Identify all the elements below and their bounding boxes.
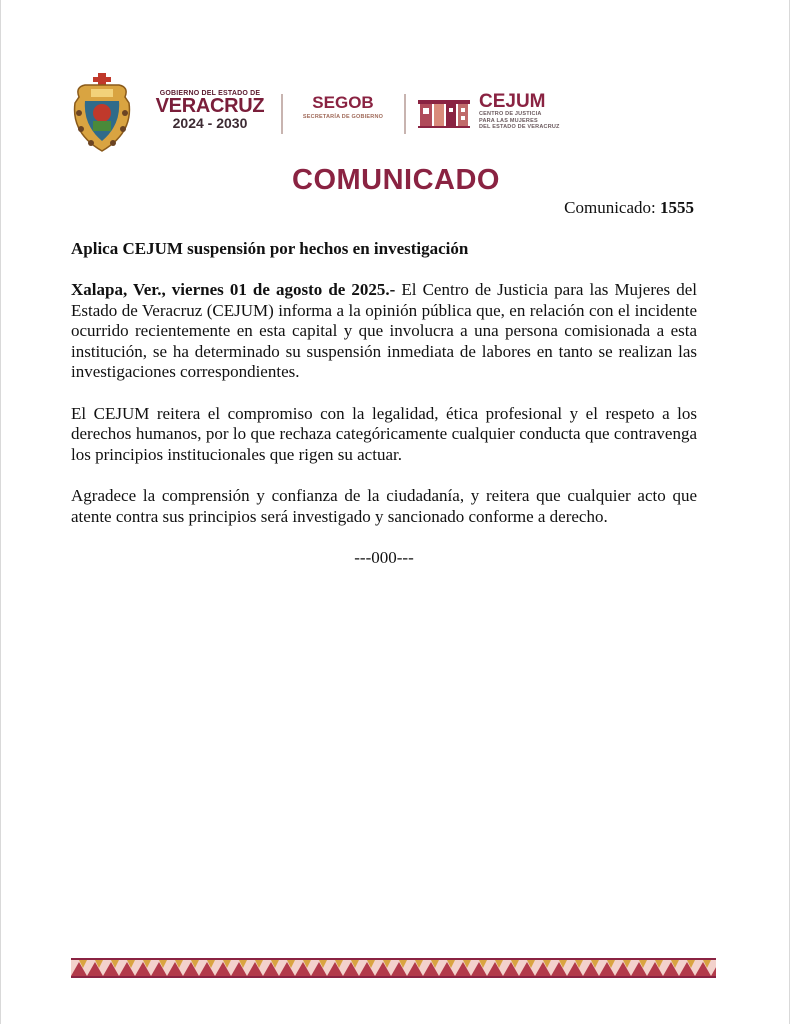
header-logos: [71, 70, 591, 154]
cejum-sub-line: DEL ESTADO DE VERACRUZ: [479, 124, 560, 130]
gov-top-text: GOBIERNO DEL ESTADO DE: [159, 90, 261, 97]
paragraph: [71, 280, 697, 383]
paragraph-text: Agradece la comprensión y confianza de la ciudadanía, y reitera que cualquier acto que atente contra sus principios será investigado y sancionado conforme a derecho.: [71, 486, 697, 526]
gov-years-text: 2024 - 2030: [172, 115, 248, 131]
paragraph-lead: Xalapa, Ver., viernes 01 de agosto de 2025.-: [71, 280, 396, 299]
document-title: COMUNICADO: [292, 164, 500, 196]
paragraph: [71, 404, 697, 466]
paragraph-text: El Centro de Justicia para las Mujeres del Estado de Veracruz (CEJUM) informa a la opinión pública que, en relación con el incidente ocurrido recientemente en esta capital y que involucra a una persona comisionada a esta institución, se ha determinado su suspensión inmediata de labores en tanto se realizan las investigaciones correspondientes.: [71, 280, 697, 381]
logo-divider: [281, 94, 283, 134]
cejum-sub-line: PARA LAS MUJERES: [479, 117, 538, 124]
segob-logo: [293, 94, 393, 134]
cejum-building-icon: [418, 96, 470, 128]
logo-divider: [404, 94, 406, 134]
cejum-sub-line: CENTRO DE JUSTICIA: [479, 111, 542, 117]
veracruz-coat-of-arms-icon: [71, 73, 133, 153]
communique-number: [564, 198, 694, 218]
segob-sub-text: SECRETARÍA DE GOBIERNO: [302, 114, 384, 120]
communique-number-value: 1555: [660, 198, 694, 217]
paragraph: [71, 486, 697, 527]
decorative-footer-band: [71, 958, 716, 978]
gov-main-text: VERACRUZ: [155, 95, 265, 117]
closing-mark: ---000---: [354, 548, 414, 567]
cejum-main-text: CEJUM: [479, 91, 546, 112]
document-body: [71, 238, 697, 568]
segob-main-text: SEGOB: [312, 93, 374, 112]
cejum-logo: [479, 92, 589, 136]
paragraph-text: El CEJUM reitera el compromiso con la legalidad, ética profesional y el respeto a los derechos humanos, por lo que rechaza categóricamente cualquier conducta que contravenga los principios institucionales que rigen su actuar.: [71, 403, 697, 464]
headline: Aplica CEJUM suspensión por hechos en investigación: [71, 239, 469, 258]
communique-number-label: Comunicado:: [564, 198, 656, 217]
gobierno-veracruz-logo: [149, 90, 271, 140]
